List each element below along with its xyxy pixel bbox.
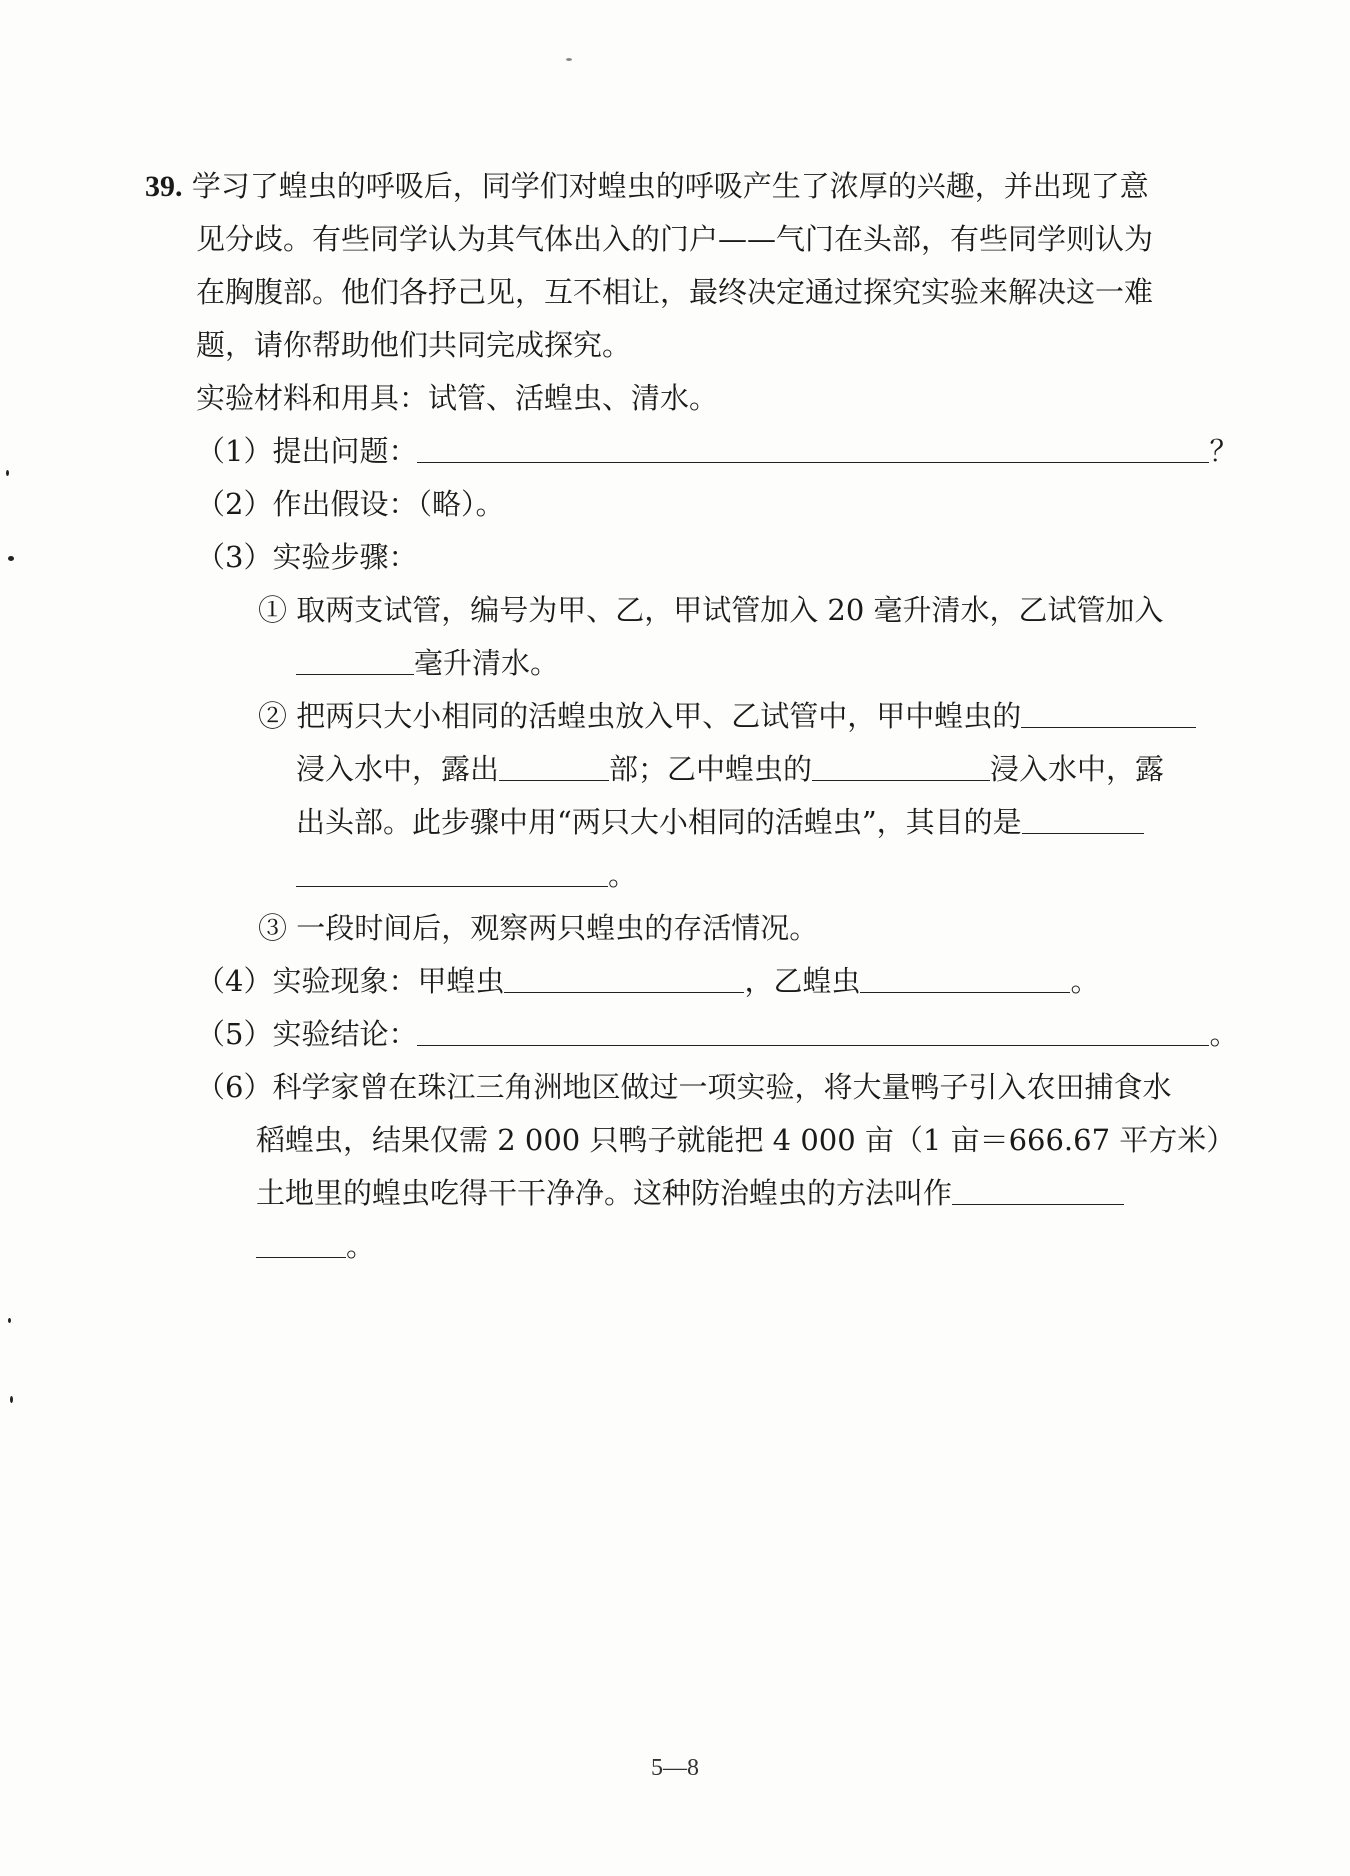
answer-blank-question[interactable] — [417, 432, 1209, 463]
answer-blank-conclusion[interactable] — [417, 1015, 1209, 1046]
question-intro-line: 题，请你帮助他们共同完成探究。 — [196, 328, 632, 362]
step-3-line: ③ 一段时间后，观察两只蝗虫的存活情况。 — [258, 911, 819, 945]
step-2-end: 。 — [608, 858, 638, 892]
part-1-line — [196, 431, 1238, 471]
step-2-text-b1: 浸入水中，露出 — [296, 752, 500, 786]
part-6-cont — [256, 1226, 375, 1266]
part-6-line — [256, 1173, 1124, 1213]
step-1-end: 毫升清水。 — [414, 646, 560, 680]
part-4-line — [196, 961, 1099, 1001]
materials-line: 实验材料和用具：试管、活蝗虫、清水。 — [196, 381, 719, 415]
answer-blank-jia-result[interactable] — [504, 962, 744, 993]
step-1-line: ① 取两支试管，编号为甲、乙，甲试管加入 20 毫升清水，乙试管加入 — [258, 593, 1164, 627]
question-intro-line: 见分歧。有些同学认为其气体出入的门户——气门在头部，有些同学则认为 — [196, 222, 1154, 256]
part-4-text-b: ，乙蝗虫 — [744, 964, 861, 998]
question-intro-line: 学习了蝗虫的呼吸后，同学们对蝗虫的呼吸产生了浓厚的兴趣，并出现了意 — [191, 169, 1149, 203]
part-5-line — [196, 1014, 1238, 1054]
part-1-label: （1）提出问题： — [196, 434, 418, 468]
page-number: 5—8 — [651, 1755, 699, 1781]
step-2-cont — [296, 749, 1164, 789]
question-line-1 — [145, 166, 1149, 206]
answer-blank-yi-part[interactable] — [812, 750, 990, 781]
step-2-cont-2 — [296, 802, 1144, 842]
part-1-end: ？ — [1209, 434, 1239, 468]
step-1-cont — [296, 643, 559, 683]
question-number: 39. — [145, 170, 183, 203]
part-6-line: 稻蝗虫，结果仅需 2 000 只鸭子就能把 4 000 亩（1 亩＝666.67 平方米） — [256, 1123, 1236, 1157]
step-2-text-b3: 浸入水中，露 — [990, 752, 1165, 786]
scan-speck — [566, 58, 572, 61]
part-6-end: 。 — [346, 1229, 376, 1263]
part-5-end: 。 — [1209, 1017, 1239, 1051]
step-2-line — [258, 696, 1196, 736]
answer-blank-jia-part[interactable] — [1021, 697, 1196, 728]
scan-speck — [8, 1318, 11, 1323]
answer-blank-method-cont[interactable] — [256, 1227, 346, 1258]
scan-speck — [6, 470, 9, 476]
step-2-text-b2: 部；乙中蝗虫的 — [609, 752, 813, 786]
step-2-text: ② 把两只大小相同的活蝗虫放入甲、乙试管中，甲中蝗虫的 — [258, 699, 1022, 733]
answer-blank-method[interactable] — [952, 1174, 1124, 1205]
part-6-text: 土地里的蝗虫吃得干干净净。这种防治蝗虫的方法叫作 — [256, 1176, 953, 1210]
question-intro-line: 在胸腹部。他们各抒己见，互不相让，最终决定通过探究实验来解决这一难 — [196, 275, 1154, 309]
answer-blank-yi-result[interactable] — [860, 962, 1070, 993]
scan-speck — [10, 1396, 13, 1403]
part-4-text-a: （4）实验现象：甲蝗虫 — [196, 964, 505, 998]
scan-speck — [8, 556, 14, 561]
part-5-label: （5）实验结论： — [196, 1017, 418, 1051]
answer-blank-purpose[interactable] — [1022, 803, 1144, 834]
part-2-line: （2）作出假设：（略）。 — [196, 487, 505, 521]
part-3-label: （3）实验步骤： — [196, 540, 418, 574]
answer-blank-volume[interactable] — [296, 644, 414, 675]
step-2-cont-3 — [296, 855, 637, 895]
part-4-end: 。 — [1070, 964, 1100, 998]
answer-blank-exposed-part[interactable] — [499, 750, 609, 781]
part-6-line: （6）科学家曾在珠江三角洲地区做过一项实验，将大量鸭子引入农田捕食水 — [196, 1070, 1172, 1104]
answer-blank-purpose-cont[interactable] — [296, 856, 608, 887]
step-2-text-c: 出头部。此步骤中用“两只大小相同的活蝗虫”，其目的是 — [296, 805, 1022, 839]
